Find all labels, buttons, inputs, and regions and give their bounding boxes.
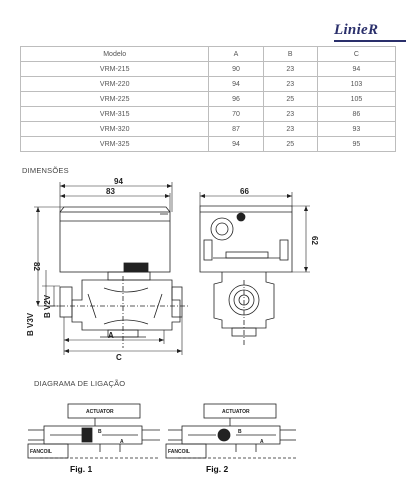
cell-a: 94: [209, 137, 263, 152]
cell-model: VRM-215: [21, 62, 209, 77]
fig2-fancoil-label: FANCOIL: [168, 449, 190, 455]
cell-a: 96: [209, 92, 263, 107]
cell-c: 105: [317, 92, 395, 107]
dim-width-body: 83: [106, 187, 115, 196]
header-c: C: [317, 47, 395, 62]
dim-side-height: 62: [310, 236, 319, 245]
cell-model: VRM-315: [21, 107, 209, 122]
cell-model: VRM-320: [21, 122, 209, 137]
cell-b: 25: [263, 92, 317, 107]
dimensions-title: DIMENSÕES: [22, 166, 69, 175]
cell-model: VRM-225: [21, 92, 209, 107]
header-a: A: [209, 47, 263, 62]
cell-b: 23: [263, 62, 317, 77]
cell-b: 23: [263, 122, 317, 137]
fig1-fancoil-label: FANCOIL: [30, 449, 52, 455]
cell-model: VRM-325: [21, 137, 209, 152]
side-view-drawing: [200, 206, 292, 345]
fig2-port-b: B: [238, 429, 242, 435]
fig1-actuator-label: ACTUATOR: [86, 409, 114, 415]
dim-side-width: 66: [240, 187, 249, 196]
fig1-port-b: B: [98, 429, 102, 435]
fig2-actuator-label: ACTUATOR: [222, 409, 250, 415]
dim-b-v2v: B V2V: [43, 294, 52, 318]
cell-a: 90: [209, 62, 263, 77]
fig1-caption: Fig. 1: [70, 464, 93, 474]
brand-name: LinieR: [334, 22, 379, 38]
dim-b-v3v: B V3V: [26, 312, 35, 336]
cell-c: 94: [317, 62, 395, 77]
cell-c: 86: [317, 107, 395, 122]
dim-a: A: [108, 331, 114, 340]
fig2-port-a: A: [260, 439, 264, 445]
fig2-caption: Fig. 2: [206, 464, 229, 474]
cell-a: 94: [209, 77, 263, 92]
dim-height: 82: [32, 262, 41, 271]
cell-c: 93: [317, 122, 395, 137]
front-dimension-lines: [34, 182, 182, 355]
cell-b: 25: [263, 137, 317, 152]
cell-model: VRM-220: [21, 77, 209, 92]
header-model: Modelo: [21, 47, 209, 62]
front-view-drawing: [50, 207, 190, 348]
header-b: B: [263, 47, 317, 62]
cell-b: 23: [263, 77, 317, 92]
dim-c: C: [116, 353, 122, 362]
fig1-port-a: A: [120, 439, 124, 445]
cell-a: 70: [209, 107, 263, 122]
cell-c: 103: [317, 77, 395, 92]
wiring-title: DIAGRAMA DE LIGAÇÃO: [34, 379, 126, 388]
cell-c: 95: [317, 137, 395, 152]
cell-b: 23: [263, 107, 317, 122]
cell-a: 87: [209, 122, 263, 137]
dim-width-total: 94: [114, 177, 123, 186]
